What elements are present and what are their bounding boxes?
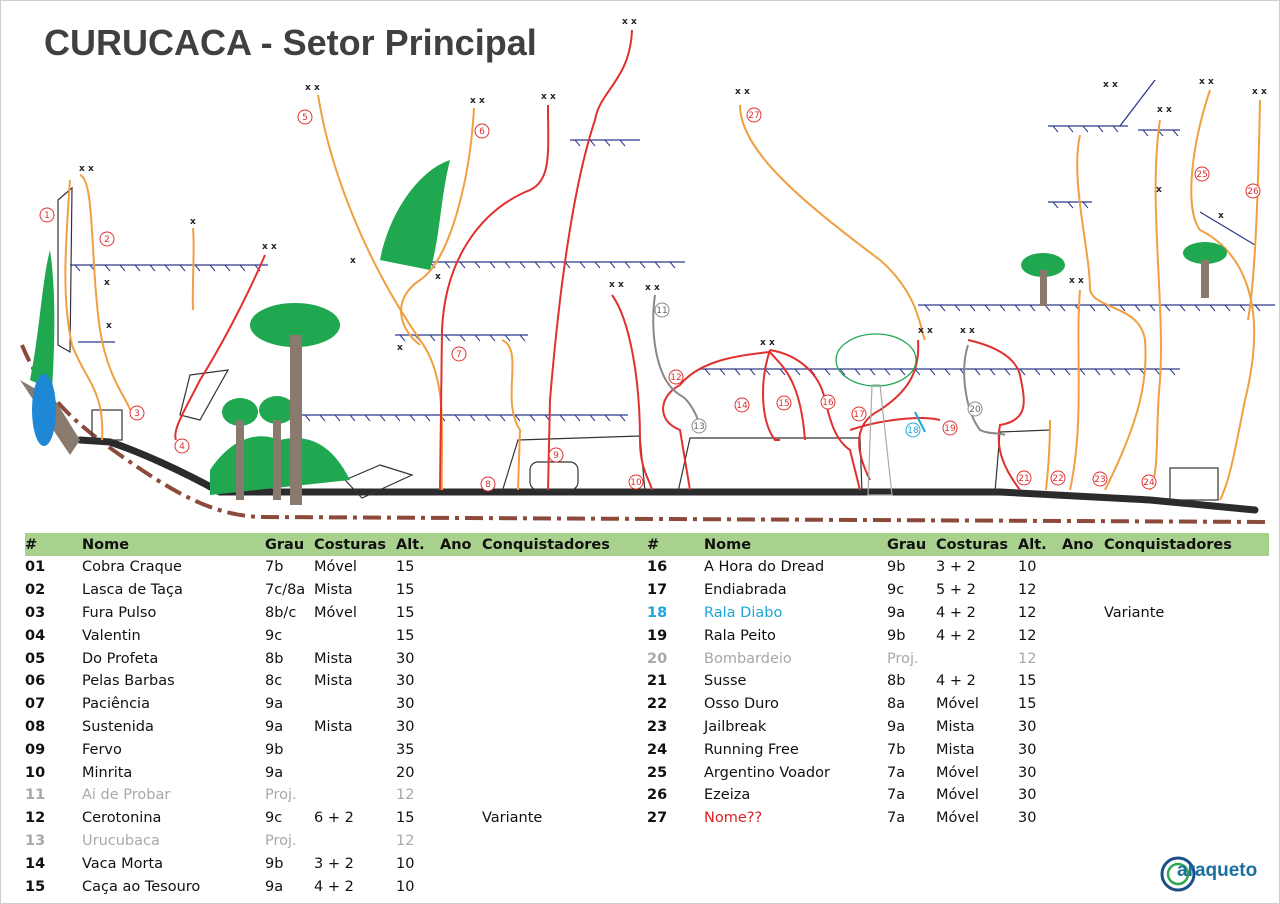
route-conquistadores — [482, 738, 647, 761]
svg-text:22: 22 — [1052, 474, 1064, 484]
route-number: 13 — [25, 832, 46, 849]
route-year — [440, 624, 482, 647]
routes-red — [175, 30, 1024, 490]
route-grade: 9b — [265, 741, 284, 758]
table-row — [25, 693, 647, 716]
route-name: Fervo — [82, 741, 122, 758]
route-costuras — [314, 784, 396, 807]
route-name: Endiabrada — [704, 582, 787, 599]
table-row — [647, 716, 1269, 739]
col-costuras: Costuras — [936, 533, 1018, 556]
route-height: 12 — [396, 832, 415, 849]
route-grade: 9a — [887, 604, 906, 621]
route-costuras: Mista — [314, 718, 353, 735]
water-pool — [32, 374, 56, 446]
route-conquistadores — [482, 852, 647, 875]
route-grade: 8a — [887, 696, 906, 713]
route-conquistadores — [1104, 693, 1269, 716]
svg-text:x x: x x — [609, 280, 624, 290]
route-conquistadores: Variante — [1104, 604, 1165, 621]
route-name: Cobra Craque — [82, 559, 182, 576]
svg-text:x: x — [397, 343, 403, 353]
svg-text:2: 2 — [104, 235, 110, 245]
route-height: 20 — [396, 764, 415, 781]
route-conquistadores — [1104, 784, 1269, 807]
svg-text:x: x — [1156, 185, 1162, 195]
route-number: 23 — [647, 718, 668, 735]
route-costuras: 4 + 2 — [314, 878, 354, 895]
route-costuras: 6 + 2 — [314, 810, 354, 827]
route-height: 30 — [1018, 787, 1037, 804]
ledges — [70, 80, 1275, 415]
route-conquistadores — [482, 784, 647, 807]
route-height: 30 — [396, 673, 415, 690]
route-costuras: Móvel — [314, 604, 357, 621]
route-year — [440, 602, 482, 625]
route-costuras: Móvel — [936, 764, 979, 781]
col-alt: Alt. — [1018, 533, 1062, 556]
svg-text:x: x — [1218, 211, 1224, 221]
route-year — [440, 761, 482, 784]
routes-orange — [65, 90, 1260, 500]
table-row — [647, 761, 1269, 784]
route-number: 03 — [25, 604, 46, 621]
anchors — [79, 17, 1267, 353]
route-grade: 8b — [887, 673, 906, 690]
route-number: 10 — [25, 764, 46, 781]
route-conquistadores — [482, 602, 647, 625]
route-height: 35 — [396, 741, 415, 758]
ledge-hatches — [75, 126, 1260, 421]
route-grade: 7a — [887, 787, 906, 804]
route-conquistadores — [482, 875, 647, 898]
route-year — [1062, 693, 1104, 716]
route-costuras: 3 + 2 — [936, 559, 976, 576]
route-name: Susse — [704, 673, 747, 690]
route-name: Nome?? — [704, 810, 763, 827]
route-conquistadores — [482, 647, 647, 670]
route-name: Ai de Probar — [82, 787, 171, 804]
table-header — [25, 533, 647, 556]
route-name: Sustenida — [82, 718, 154, 735]
route-number: 15 — [25, 878, 46, 895]
routes-table-left — [25, 533, 647, 898]
route-name: Osso Duro — [704, 696, 779, 713]
route-name: Rala Diabo — [704, 604, 783, 621]
route-conquistadores — [482, 830, 647, 853]
table-row — [25, 647, 647, 670]
route-conquistadores — [1104, 738, 1269, 761]
route-conquistadores — [1104, 761, 1269, 784]
route-costuras: Móvel — [936, 787, 979, 804]
route-conquistadores — [482, 670, 647, 693]
svg-text:x: x — [435, 272, 441, 282]
route-grade: 9b — [887, 559, 906, 576]
route-name: Vaca Morta — [82, 855, 164, 872]
route-name: Running Free — [704, 741, 799, 758]
route-costuras — [314, 761, 396, 784]
svg-text:x: x — [106, 321, 112, 331]
svg-text:x x: x x — [1199, 77, 1214, 87]
route-height: 30 — [1018, 718, 1037, 735]
route-height: 30 — [396, 696, 415, 713]
svg-text:5: 5 — [302, 113, 308, 123]
table-row — [25, 738, 647, 761]
route-grade: 7a — [887, 764, 906, 781]
route-grade: 7c/8a — [265, 582, 306, 599]
svg-text:x x: x x — [645, 283, 660, 293]
route-name: Ezeiza — [704, 787, 751, 804]
table-row — [647, 784, 1269, 807]
route-conquistadores — [482, 556, 647, 579]
route-name: Pelas Barbas — [82, 673, 175, 690]
svg-text:19: 19 — [944, 424, 956, 434]
svg-text:x x: x x — [918, 326, 933, 336]
route-grade: 9a — [265, 764, 284, 781]
svg-text:x x: x x — [760, 338, 775, 348]
svg-text:26: 26 — [1247, 187, 1259, 197]
svg-text:x x: x x — [470, 96, 485, 106]
svg-text:18: 18 — [907, 426, 919, 436]
svg-text:17: 17 — [853, 410, 865, 420]
route-height: 15 — [396, 559, 415, 576]
vegetation — [30, 160, 1227, 495]
col-alt: Alt. — [396, 533, 440, 556]
route-number: 26 — [647, 787, 668, 804]
route-name: Rala Peito — [704, 627, 776, 644]
route-height: 30 — [1018, 741, 1037, 758]
svg-text:23: 23 — [1094, 475, 1106, 485]
route-costuras: Mista — [936, 718, 975, 735]
route-grade: 7b — [887, 741, 906, 758]
route-height: 15 — [1018, 673, 1037, 690]
table-row — [647, 807, 1269, 830]
route-name: Bombardeio — [704, 650, 792, 667]
route-number: 04 — [25, 627, 46, 644]
route-name: Fura Pulso — [82, 604, 157, 621]
route-height: 10 — [396, 855, 415, 872]
route-year — [440, 830, 482, 853]
svg-text:x x: x x — [960, 326, 975, 336]
route-costuras: Mista — [314, 582, 353, 599]
route-grade: 9b — [265, 855, 284, 872]
table-row — [25, 807, 647, 830]
route-year — [440, 670, 482, 693]
col-nome: Nome — [82, 533, 265, 556]
svg-text:x x: x x — [1069, 276, 1084, 286]
svg-text:11: 11 — [656, 306, 668, 316]
col-conquistadores: Conquistadores — [1104, 533, 1269, 556]
svg-text:27: 27 — [748, 111, 760, 121]
route-height: 30 — [396, 650, 415, 667]
route-number: 02 — [25, 582, 46, 599]
route-year — [440, 738, 482, 761]
svg-text:16: 16 — [822, 398, 834, 408]
route-year — [1062, 556, 1104, 579]
route-year — [440, 807, 482, 830]
svg-text:x x: x x — [305, 83, 320, 93]
route-conquistadores — [1104, 807, 1269, 830]
svg-text:14: 14 — [736, 401, 748, 411]
table-row — [25, 670, 647, 693]
svg-text:13: 13 — [693, 422, 705, 432]
route-grade: 9a — [887, 718, 906, 735]
svg-text:x x: x x — [541, 92, 556, 102]
route-number: 16 — [647, 559, 668, 576]
logo-text: araqueto — [1177, 860, 1258, 881]
route-height: 15 — [396, 604, 415, 621]
svg-text:x x: x x — [262, 242, 277, 252]
route-year — [1062, 624, 1104, 647]
svg-text:9: 9 — [553, 451, 559, 461]
route-name: A Hora do Dread — [704, 559, 825, 576]
col-conquistadores: Conquistadores — [482, 533, 647, 556]
route-height: 12 — [1018, 582, 1037, 599]
route-number: 09 — [25, 741, 46, 758]
table-row — [647, 647, 1269, 670]
route-costuras: Móvel — [936, 810, 979, 827]
route-year — [440, 716, 482, 739]
route-number: 07 — [25, 696, 46, 713]
col-num: # — [25, 533, 82, 556]
route-name: Jailbreak — [704, 718, 767, 735]
route-grade: 9c — [265, 810, 283, 827]
route-costuras: Mista — [936, 741, 975, 758]
route-costuras — [314, 693, 396, 716]
svg-text:8: 8 — [485, 480, 491, 490]
table-header — [647, 533, 1269, 556]
route-height: 12 — [396, 787, 415, 804]
route-year — [1062, 738, 1104, 761]
svg-text:12: 12 — [670, 373, 682, 383]
route-costuras: Mista — [314, 673, 353, 690]
route-costuras: 5 + 2 — [936, 582, 976, 599]
route-number: 22 — [647, 696, 668, 713]
route-costuras: Móvel — [314, 559, 357, 576]
route-number: 18 — [647, 604, 668, 621]
table-row — [647, 602, 1269, 625]
route-conquistadores — [1104, 716, 1269, 739]
page-title: CURUCACA - Setor Principal — [44, 22, 537, 63]
route-costuras — [314, 624, 396, 647]
table-row — [647, 624, 1269, 647]
svg-text:1: 1 — [44, 211, 50, 221]
route-year — [440, 647, 482, 670]
route-number: 11 — [25, 787, 46, 804]
table-row — [647, 556, 1269, 579]
route-number: 08 — [25, 718, 46, 735]
svg-text:x x: x x — [1103, 80, 1118, 90]
table-row — [25, 624, 647, 647]
route-number: 01 — [25, 559, 46, 576]
route-number: 27 — [647, 810, 668, 827]
svg-text:7: 7 — [456, 350, 462, 360]
route-grade: Proj. — [265, 832, 297, 849]
route-year — [440, 852, 482, 875]
route-height: 15 — [396, 627, 415, 644]
route-number: 21 — [647, 673, 668, 690]
route-year — [440, 579, 482, 602]
route-name: Paciência — [82, 696, 150, 713]
route-conquistadores — [482, 624, 647, 647]
route-grade: 9a — [265, 718, 284, 735]
route-conquistadores — [1104, 670, 1269, 693]
route-conquistadores — [482, 716, 647, 739]
route-costuras — [314, 830, 396, 853]
route-number: 17 — [647, 582, 668, 599]
route-grade: 9c — [887, 582, 905, 599]
svg-text:x x: x x — [622, 17, 637, 27]
route-number: 24 — [647, 741, 668, 758]
route-height: 12 — [1018, 604, 1037, 621]
col-nome: Nome — [704, 533, 887, 556]
route-name: Lasca de Taça — [82, 582, 183, 599]
svg-text:x x: x x — [735, 87, 750, 97]
routes-table-right — [647, 533, 1269, 830]
route-height: 15 — [1018, 696, 1037, 713]
route-grade: Proj. — [265, 787, 297, 804]
route-name: Urucubaca — [82, 832, 160, 849]
route-grade: 7b — [265, 559, 284, 576]
route-name: Valentin — [82, 627, 141, 644]
route-number: 20 — [647, 650, 668, 667]
route-year — [440, 784, 482, 807]
route-year — [1062, 761, 1104, 784]
svg-text:6: 6 — [479, 127, 485, 137]
svg-text:x: x — [350, 256, 356, 266]
route-conquistadores — [1104, 579, 1269, 602]
route-conquistadores — [482, 761, 647, 784]
route-conquistadores: Variante — [482, 810, 543, 827]
route-costuras: 4 + 2 — [936, 627, 976, 644]
route-number: 12 — [25, 810, 46, 827]
svg-text:25: 25 — [1196, 170, 1208, 180]
route-height: 10 — [396, 878, 415, 895]
route-year — [440, 875, 482, 898]
route-height: 30 — [1018, 764, 1037, 781]
route-height: 10 — [1018, 559, 1037, 576]
svg-text:x: x — [190, 217, 196, 227]
route-number: 19 — [647, 627, 668, 644]
route-grade: 9c — [265, 627, 283, 644]
table-row — [25, 761, 647, 784]
svg-text:x x: x x — [79, 164, 94, 174]
route-conquistadores — [1104, 647, 1269, 670]
route-costuras — [314, 738, 396, 761]
route-grade: Proj. — [887, 650, 919, 667]
col-ano: Ano — [440, 533, 482, 556]
route-height: 12 — [1018, 627, 1037, 644]
route-name: Caça ao Tesouro — [82, 878, 201, 895]
svg-text:x: x — [104, 278, 110, 288]
route-conquistadores — [482, 693, 647, 716]
route-conquistadores — [1104, 624, 1269, 647]
svg-text:20: 20 — [969, 405, 981, 415]
route-number: 25 — [647, 764, 668, 781]
route-name: Argentino Voador — [704, 764, 830, 781]
route-costuras: 4 + 2 — [936, 604, 976, 621]
svg-text:3: 3 — [134, 409, 140, 419]
table-row — [647, 693, 1269, 716]
svg-text:x x: x x — [1157, 105, 1172, 115]
route-height: 12 — [1018, 650, 1037, 667]
table-row — [25, 579, 647, 602]
route-costuras: Móvel — [936, 696, 979, 713]
route-height: 15 — [396, 810, 415, 827]
svg-text:24: 24 — [1143, 478, 1155, 488]
route-year — [1062, 716, 1104, 739]
route-name: Cerotonina — [82, 810, 162, 827]
svg-text:10: 10 — [630, 478, 642, 488]
col-grau: Grau — [887, 533, 936, 556]
table-row — [25, 602, 647, 625]
route-grade: 8b — [265, 650, 284, 667]
svg-text:4: 4 — [179, 442, 185, 452]
route-year — [1062, 602, 1104, 625]
route-year — [440, 693, 482, 716]
route-grade: 9b — [887, 627, 906, 644]
route-grade: 8c — [265, 673, 283, 690]
svg-text:15: 15 — [778, 399, 790, 409]
route-name: Minrita — [82, 764, 133, 781]
table-row — [25, 830, 647, 853]
route-year — [440, 556, 482, 579]
svg-text:x x: x x — [1252, 87, 1267, 97]
table-row — [647, 670, 1269, 693]
route-conquistadores — [482, 579, 647, 602]
route-costuras: 3 + 2 — [314, 855, 354, 872]
table-row — [647, 738, 1269, 761]
table-row — [25, 852, 647, 875]
route-height: 15 — [396, 582, 415, 599]
route-number: 05 — [25, 650, 46, 667]
table-row — [647, 579, 1269, 602]
svg-text:21: 21 — [1018, 474, 1030, 484]
route-height: 30 — [396, 718, 415, 735]
table-row — [25, 556, 647, 579]
route-year — [1062, 670, 1104, 693]
route-year — [1062, 647, 1104, 670]
route-costuras: 4 + 2 — [936, 673, 976, 690]
col-ano: Ano — [1062, 533, 1104, 556]
route-costuras — [936, 647, 1018, 670]
table-row — [25, 716, 647, 739]
route-year — [1062, 807, 1104, 830]
route-grade: 8b/c — [265, 604, 297, 621]
route-name: Do Profeta — [82, 650, 159, 667]
col-num: # — [647, 533, 704, 556]
table-row — [25, 784, 647, 807]
route-year — [1062, 579, 1104, 602]
route-costuras: Mista — [314, 650, 353, 667]
route-grade: 9a — [265, 696, 284, 713]
route-height: 30 — [1018, 810, 1037, 827]
route-year — [1062, 784, 1104, 807]
white-tree — [836, 334, 916, 386]
col-costuras: Costuras — [314, 533, 396, 556]
route-grade: 9a — [265, 878, 284, 895]
route-grade: 7a — [887, 810, 906, 827]
table-row — [25, 875, 647, 898]
route-number: 06 — [25, 673, 46, 690]
col-grau: Grau — [265, 533, 314, 556]
route-conquistadores — [1104, 556, 1269, 579]
route-number: 14 — [25, 855, 46, 872]
